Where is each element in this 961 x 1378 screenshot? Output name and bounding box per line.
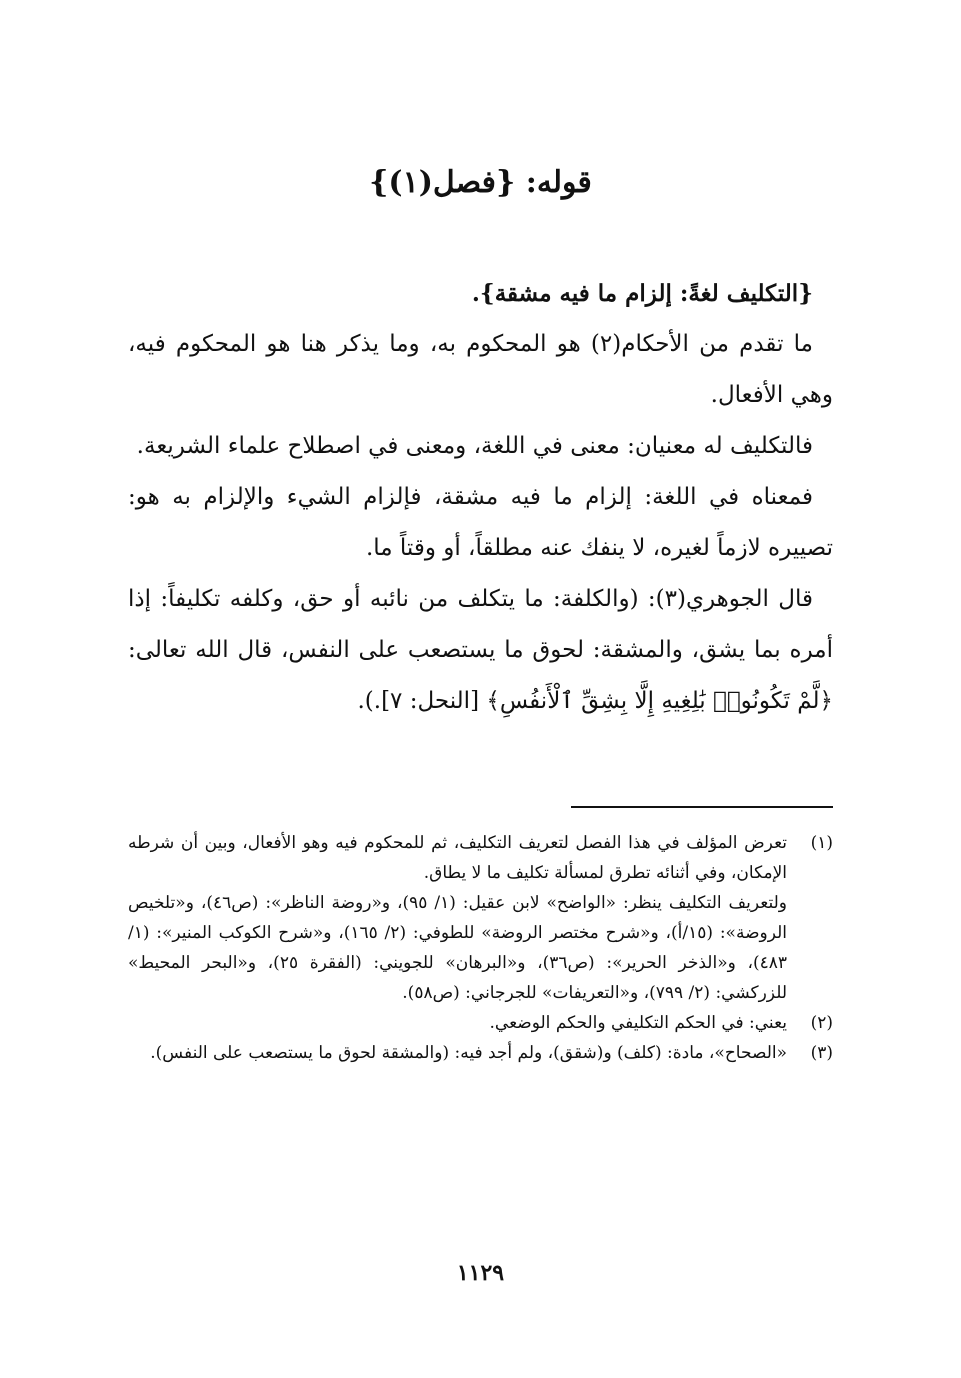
footnote-separator	[571, 806, 833, 808]
paragraph: فمعناه في اللغة: إلزام ما فيه مشقة، فإلزام الشيء والإلزام به هو: تصييره لازماً لغيره، لا ينفك عنه مطلقاً، أو وقتاً ما.	[128, 484, 833, 561]
footnote	[128, 828, 833, 1008]
footnote-line: «الصحاح»، مادة: (كلف) و(شقق)، ولم أجد فيه: (والمشقة لحوق ما يستصعب على النفس).	[150, 1043, 787, 1063]
footnote-number: (١)	[810, 833, 833, 853]
footnote-line: تعرض المؤلف في هذا الفصل لتعريف التكليف، ثم للمحكوم فيه وهو الأفعال، وبين أن شرطه الإمكان، وفي أثنائه تطرق لمسألة تكليف ما لا يطاق.	[128, 833, 787, 883]
footnote-number: (٣)	[810, 1043, 833, 1063]
footnote-line: ولتعريف التكليف ينظر: «الواضح» لابن عقيل: (١/ ٩٥)، و«روضة الناظر»: (ص٤٦)، و«تلخيص الروضة»: (١٥/أ)، و«شرح مختصر الروضة» للطوفي: (٢/ ١٦٥)، و«شرح الكوكب المنير»: (١/ ٤٨٣)، و«الذخر الحرير»: (ص٣٦)، و«البرهان» للجويني: (الفقرة ٢٥)، و«البحر المحيط» للزركشي: (٢/ ٧٩٩)، و«التعريفات» للجرجاني: (ص٥٨).	[128, 893, 788, 1003]
paragraph: فالتكليف له معنيان: معنى في اللغة، ومعنى في اصطلاح علماء الشريعة.	[136, 433, 813, 459]
footnote-line: يعني: في الحكم التكليفي والحكم الوضعي.	[489, 1013, 787, 1033]
footnote	[128, 1008, 833, 1038]
footnote-body	[128, 1008, 787, 1038]
footnote	[128, 1038, 833, 1068]
paragraph-definition: {التكليف لغةً: إلزام ما فيه مشقة}.	[471, 280, 813, 307]
main-text	[128, 268, 833, 727]
footnotes	[128, 828, 833, 1068]
paragraph: ما تقدم من الأحكام(٢) هو المحكوم به، وما يذكر هنا هو المحكوم فيه، وهي الأفعال.	[128, 331, 833, 408]
page-number: ١١٢٩	[456, 1260, 505, 1286]
footnote-body	[128, 828, 787, 1008]
section-heading: قوله: {فصل(١)}	[369, 165, 592, 200]
footnote-body	[128, 1038, 787, 1068]
footnote-number: (٢)	[810, 1013, 833, 1033]
paragraph: قال الجوهري(٣): (والكلفة: ما يتكلف من نائبه أو حق، وكلفه تكليفاً: إذا أمره بما يشق، والمشقة: لحوق ما يستصعب على النفس، قال الله تعالى: ﴿لَّمْ تَكُونُوا۟ بَٰلِغِيهِ إِلَّا بِشِقِّ ٱلْأَنفُسِ﴾ [النحل: ٧].).	[128, 586, 833, 714]
